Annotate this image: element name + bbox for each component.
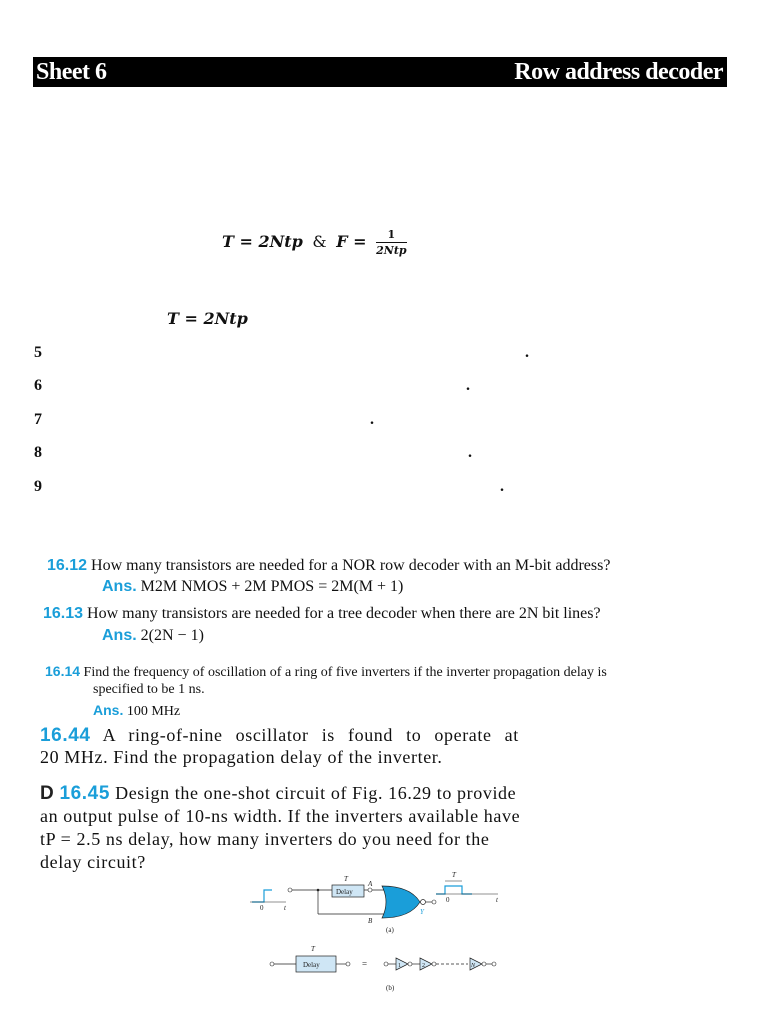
line-number-8: 8 (34, 444, 42, 461)
line-number-7: 7 (34, 411, 42, 428)
input-t-label: t (284, 904, 286, 912)
answer-text: 2(2N − 1) (140, 627, 204, 644)
period-formula: T = 2Ntp (222, 232, 303, 251)
problem-text-line1: Find the frequency of oscillation of a ring of five inverters if the inverter propagation delay is (83, 665, 607, 680)
answer-16-12 (102, 578, 403, 596)
inverter-n-label: N (471, 963, 476, 969)
delay-T-label-a: T (344, 875, 348, 883)
problem-16-45-line2: an output pulse of 10-ns width. If the inverters available have (40, 806, 521, 826)
problem-number: 16.44 (40, 725, 91, 746)
sheet-title: Sheet 6 (36, 59, 107, 85)
problem-text-line1: A ring-of-nine oscillator is found to operate at (102, 725, 519, 745)
design-prefix: D (40, 783, 55, 804)
delay-label-b: Delay (303, 961, 320, 969)
problem-16-14 (45, 663, 607, 681)
problem-text: How many transistors are needed for a tree decoder when there are 2N bit lines? (87, 605, 601, 622)
input-zero-label: 0 (260, 904, 264, 912)
input-step-waveform (252, 890, 272, 902)
line-number-5: 5 (34, 344, 42, 361)
answer-label: Ans. (93, 702, 124, 718)
inverter-1-label: 1 (398, 963, 401, 969)
answer-label: Ans. (102, 627, 137, 644)
problem-number: 16.14 (45, 663, 81, 679)
one-shot-circuit-figure (240, 868, 540, 998)
inverter-2-label: 2 (422, 963, 425, 969)
problem-16-14-line2: specified to be 1 ns. (93, 682, 205, 697)
fraction-denominator: 2Ntp (376, 244, 407, 257)
problem-16-45-line3: tP = 2.5 ns delay, how many inverters do you need for the (40, 829, 490, 849)
problem-number: 16.13 (43, 605, 84, 622)
line-dot-8: . (468, 444, 472, 461)
frequency-fraction (376, 228, 406, 257)
problem-16-44 (40, 724, 519, 747)
output-t-label: t (496, 896, 498, 904)
problem-16-13 (43, 605, 601, 623)
problem-text-line1: Design the one-shot circuit of Fig. 16.29 to provide (115, 783, 517, 803)
line-number-6: 6 (34, 377, 42, 394)
problem-16-45-line4: delay circuit? (40, 852, 146, 872)
problem-number: 16.12 (47, 557, 88, 574)
fraction-numerator: 1 (376, 228, 406, 243)
ampersand: & (312, 232, 327, 251)
answer-text: M2M NMOS + 2M PMOS = 2M(M + 1) (140, 578, 404, 595)
line-number-9: 9 (34, 478, 42, 495)
problem-16-12 (47, 557, 610, 575)
frequency-label: F = (336, 232, 367, 251)
output-T-label: T (452, 871, 456, 879)
output-zero-label: 0 (446, 896, 450, 904)
sheet-topic: Row address decoder (514, 59, 723, 85)
problem-text: How many transistors are needed for a NOR row decoder with an M-bit address? (91, 557, 611, 574)
problem-16-45 (40, 782, 516, 805)
line-dot-9: . (500, 478, 504, 495)
gate-input-A-label: A (368, 880, 373, 888)
answer-text: 100 MHz (126, 704, 181, 719)
line-dot-7: . (370, 411, 374, 428)
figure-a-caption: (a) (386, 926, 394, 934)
sheet-header (33, 57, 727, 87)
answer-16-13 (102, 627, 204, 645)
line-dot-6: . (466, 377, 470, 394)
output-pulse-waveform (436, 886, 472, 894)
answer-16-14 (93, 702, 180, 720)
period-equation-2: T = 2Ntp (167, 309, 248, 328)
gate-input-B-label: B (368, 917, 373, 925)
line-dot-5: . (525, 344, 529, 361)
problem-16-44-line2: 20 MHz. Find the propagation delay of the inverter. (40, 747, 443, 767)
nor-gate (382, 886, 420, 918)
delay-label-a: Delay (336, 888, 353, 896)
figure-b-caption: (b) (386, 984, 395, 992)
gate-output-Y-label: Y (420, 908, 424, 916)
delay-T-label-b: T (311, 945, 315, 953)
answer-label: Ans. (102, 578, 137, 595)
problem-number: 16.45 (59, 783, 110, 804)
equals-sign: = (362, 959, 368, 969)
period-frequency-equation (222, 228, 407, 257)
